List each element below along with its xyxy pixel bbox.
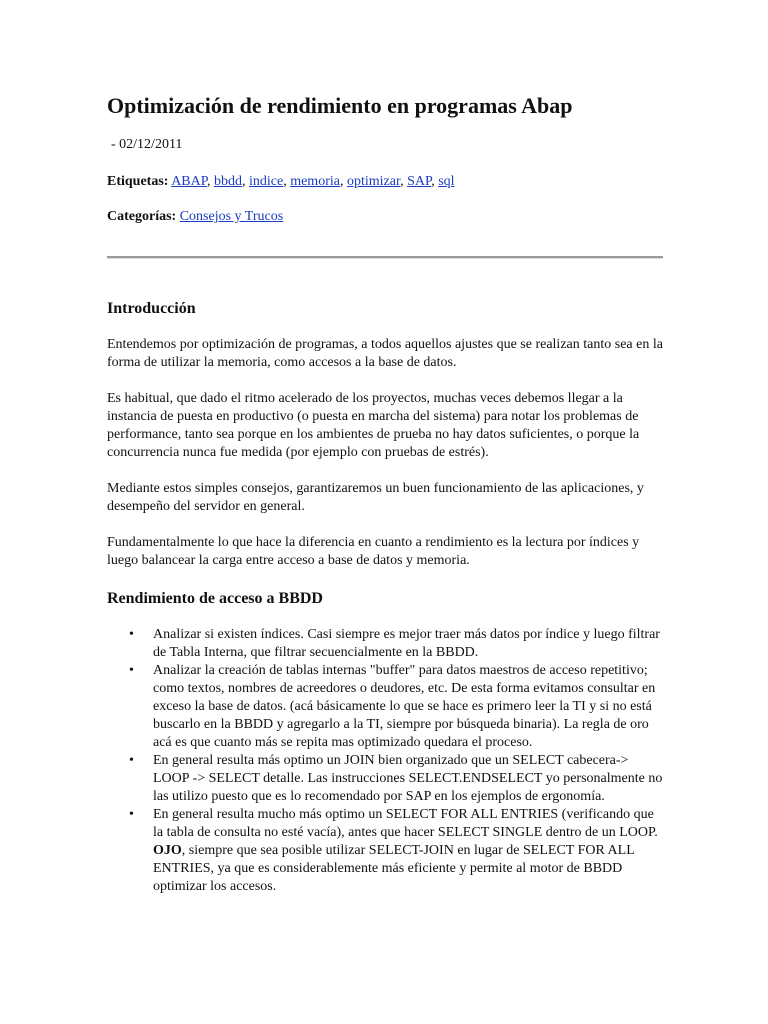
categories-label: Categorías: (107, 209, 177, 224)
list-item-text: , siempre que sea posible utilizar SELECT-JOIN en lugar de SELECT FOR ALL ENTRIES, ya que es considerablemente más eficiente y permite al motor de BBDD optimizar los accesos. (153, 843, 635, 894)
list-item-text: Analizar si existen índices. Casi siempre es mejor traer más datos por índice y luego filtrar de Tabla Interna, que filtrar secuencialmente en la BBDD. (153, 627, 660, 660)
paragraph: Es habitual, que dado el ritmo acelerado de los proyectos, muchas veces debemos llegar a la instancia de puesta en productivo (o puesta en marcha del sistema) para notar los problemas de performance, tanto sea porque en los ambientes de prueba no hay datos suficientes, o porque la concurrencia nunca fue medida (por ejemplo con pruebas de estrés). (107, 391, 640, 460)
tag-separator: , (206, 174, 214, 189)
bullet-icon: • (129, 663, 134, 678)
tag-separator: , (431, 174, 439, 189)
section-heading-introduccion: Introducción (107, 300, 196, 317)
tags-label: Etiquetas: (107, 174, 169, 189)
tag-separator: , (241, 174, 249, 189)
tags-line (107, 173, 455, 191)
tag-separator: , (339, 174, 347, 189)
list-item (107, 752, 667, 806)
bullet-list (107, 626, 667, 896)
tag-separator: , (283, 174, 291, 189)
post-date: - 02/12/2011 (111, 137, 183, 152)
page-title: Optimización de rendimiento en programas Abap (107, 93, 573, 118)
list-item-text: Analizar la creación de tablas internas "buffer" para datos maestros de acceso repetitivo; como textos, nombres de acreedores o deudores, etc. De esta forma evitamos consultar en exceso la base de datos. (acá básicamente lo que se hace es primero leer la TI y si no está buscarlo en la BBDD y agregarlo a la TI, siempre por búsqueda binaria). La regla de oro acá es que cuanto más se repita mas optimizado quedara el proceso. (153, 663, 656, 750)
list-item-text: En general resulta más optimo un JOIN bien organizado que un SELECT cabecera-> LOOP -> SELECT detalle. Las instrucciones SELECT.ENDSELECT yo personalmente no las utilizo puesto que es lo recomendado por SAP en los ejemplos de ergonomía. (153, 753, 663, 804)
tag-link-sap[interactable]: SAP (407, 174, 432, 189)
horizontal-divider (107, 256, 663, 259)
tag-link-sql[interactable]: sql (438, 174, 455, 189)
bullet-icon: • (129, 627, 134, 642)
tag-separator: , (400, 174, 408, 189)
list-item (107, 662, 667, 752)
paragraph: Fundamentalmente lo que hace la diferencia en cuanto a rendimiento es la lectura por índices y luego balancear la carga entre acceso a base de datos y memoria. (107, 535, 640, 568)
tag-link-optimizar[interactable]: optimizar (346, 174, 401, 189)
list-item (107, 806, 667, 896)
bullet-icon: • (129, 807, 134, 822)
list-item-text: En general resulta mucho más optimo un SELECT FOR ALL ENTRIES (verificando que la tabla de consulta no esté vacía), antes que hacer SELECT SINGLE dentro de un LOOP. (153, 807, 658, 840)
tag-link-indice[interactable]: indice (248, 174, 284, 189)
category-link-consejos[interactable]: Consejos y Trucos (179, 209, 284, 224)
tag-link-bbdd[interactable]: bbdd (213, 174, 242, 189)
emphasis-ojo: OJO (153, 843, 182, 858)
bullet-icon: • (129, 753, 134, 768)
tag-link-memoria[interactable]: memoria (290, 174, 340, 189)
paragraph: Entendemos por optimización de programas, a todos aquellos ajustes que se realizan tanto sea en la forma de utilizar la memoria, como accesos a la base de datos. (107, 337, 663, 370)
categories-line (107, 208, 283, 226)
section-heading-rendimiento-bbdd: Rendimiento de acceso a BBDD (107, 590, 323, 607)
tag-link-abap[interactable]: ABAP (171, 174, 207, 189)
list-item (107, 626, 667, 662)
paragraph: Mediante estos simples consejos, garantizaremos un buen funcionamiento de las aplicaciones, y desempeño del servidor en general. (107, 481, 644, 514)
